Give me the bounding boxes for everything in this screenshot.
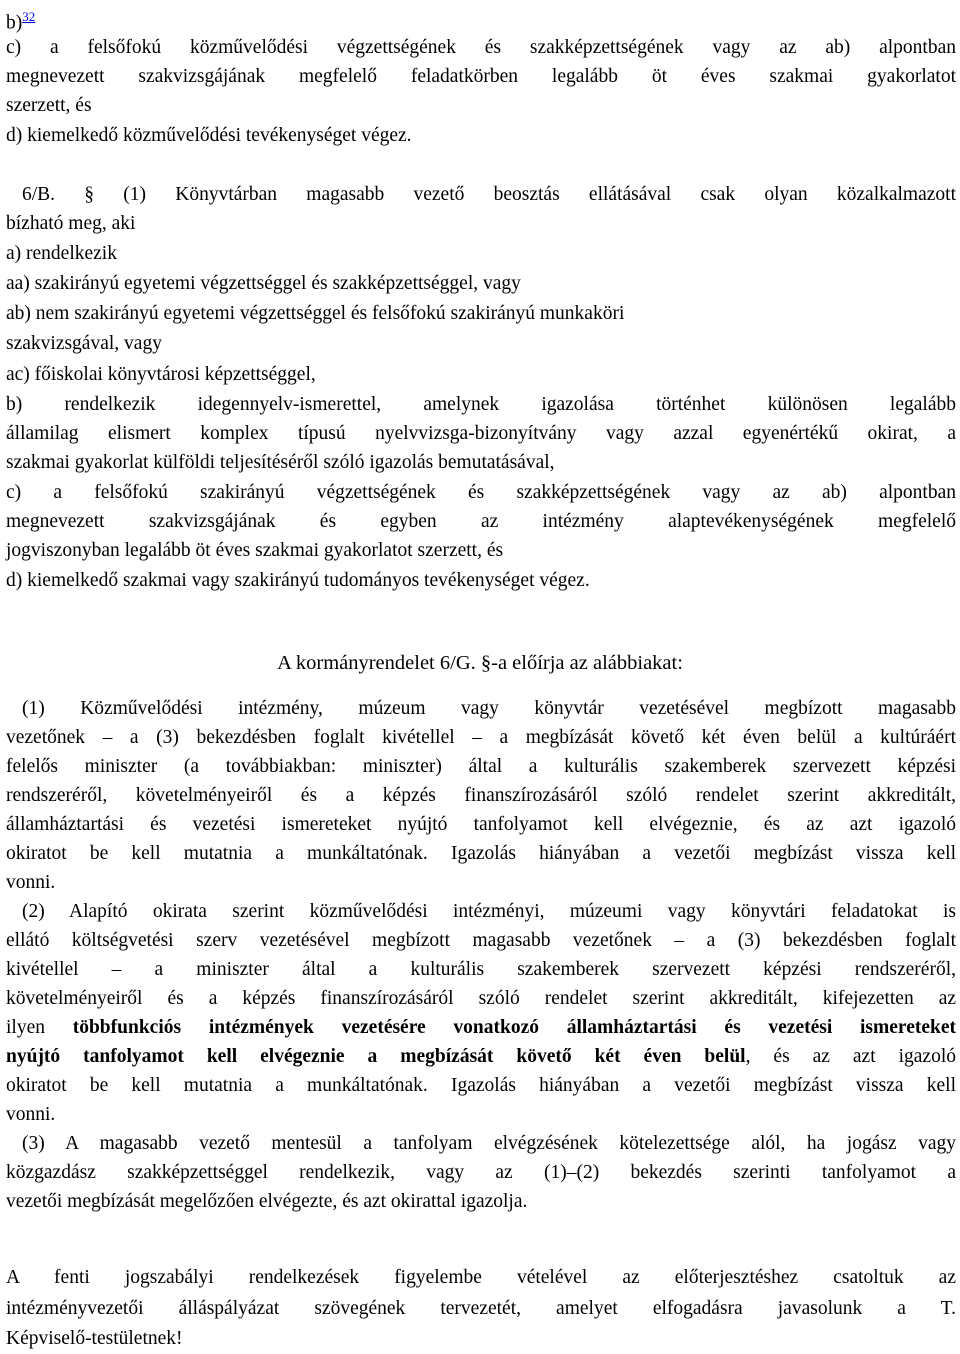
paragraph-1-line: államháztartási és vezetési ismereteket nyújtó tanfolyamot kell elvégeznie, és az azt igazoló	[6, 814, 956, 835]
text-line: megnevezett szakvizsgájának és egyben az intézmény alaptevékenységének megfelelő	[6, 511, 956, 532]
closing-line: A fenti jogszabályi rendelkezések figyelembe vételével az előterjesztéshez csatoltuk az	[6, 1267, 956, 1288]
paragraph-1-line: vonni.	[6, 872, 56, 893]
regulation-heading: A kormányrendelet 6/G. §-a előírja az alábbiakat:	[277, 652, 683, 674]
paragraph-2-line	[6, 1016, 956, 1042]
paragraph-2-line: ellátó költségvetési szerv vezetésével megbízott magasabb vezetőnek – a (3) bekezdésben foglalt	[6, 930, 956, 951]
text-line: szakvizsgával, vagy	[6, 333, 162, 354]
paragraph-1-line: (1) Közművelődési intézmény, múzeum vagy könyvtár vezetésével megbízott magasabb	[22, 698, 956, 719]
bold-text: többfunkciós intézmények vezetésére vonatkozó államháztartási és vezetési ismereteket	[72, 1017, 956, 1038]
paragraph-1-line: vezetőnek – a (3) bekezdésben foglalt kivétellel – a megbízását követő két éven belül a kultúráért	[6, 727, 956, 748]
paragraph-1-line: okiratot be kell mutatnia a munkáltatónak. Igazolás hiányában a vezetői megbízást vissza kell	[6, 843, 956, 864]
paragraph-3-line: (3) A magasabb vezető mentesül a tanfolyam elvégzésének kötelezettsége alól, ha jogász vagy	[22, 1133, 956, 1154]
plain-text: , és az azt igazoló	[745, 1046, 956, 1067]
list-item: d) kiemelkedő szakmai vagy szakirányú tudományos tevékenységet végez.	[6, 570, 590, 591]
section-heading-6b: 6/B. § (1) Könyvtárban magasabb vezető beosztás ellátásával csak olyan közalkalmazott	[22, 184, 956, 205]
paragraph-2-line: követelményeiről és a képzés finanszírozásáról szóló rendelet szerint akkreditált, kifejezetten az	[6, 988, 956, 1009]
list-item: ac) főiskolai könyvtárosi képzettséggel,	[6, 364, 316, 385]
plain-text: ilyen	[6, 1017, 73, 1038]
paragraph-3-line: vezetői megbízását megelőzően elvégezte, és azt okirattal igazolja.	[6, 1191, 528, 1212]
paragraph-2-line: vonni.	[6, 1104, 56, 1125]
text-line: szerzett, és	[6, 95, 92, 116]
text-line: államilag elismert komplex típusú nyelvvizsga-bizonyítvány vagy azzal egyenértékű okirat, a	[6, 423, 956, 444]
paragraph-1-line: rendszeréről, követelményeiről és a képzés finanszírozásáról szóló rendelet szerint akkreditált,	[6, 785, 956, 806]
text-line: c) a felsőfokú közművelődési végzettségének és szakképzettségének vagy az ab) alpontban	[6, 37, 956, 58]
text-line: szakmai gyakorlat külföldi teljesítéséről szóló igazolás bemutatásával,	[6, 452, 555, 473]
paragraph-2-line: okiratot be kell mutatnia a munkáltatónak. Igazolás hiányában a vezetői megbízást vissza kell	[6, 1075, 956, 1096]
text-line: d) kiemelkedő közművelődési tevékenységet végez.	[6, 125, 412, 146]
list-item: aa) szakirányú egyetemi végzettséggel és szakképzettséggel, vagy	[6, 273, 521, 294]
paragraph-1-line: felelős miniszter (a továbbiakban: miniszter) által a kulturális szakemberek szervezett képzési	[6, 756, 956, 777]
item-label: b)	[6, 12, 23, 34]
bold-text: nyújtó tanfolyamot kell elvégeznie a megbízását követő két éven belül	[6, 1046, 746, 1067]
footnote-link[interactable]: 32	[22, 9, 36, 24]
list-item: a) rendelkezik	[6, 243, 117, 264]
footnote-ref[interactable]	[22, 7, 35, 25]
paragraph-3-line: közgazdász szakképzettséggel rendelkezik, vagy az (1)–(2) bekezdés szerinti tanfolyamot a	[6, 1162, 956, 1183]
list-item: ab) nem szakirányú egyetemi végzettséggel és felsőfokú szakirányú munkaköri	[6, 303, 625, 324]
closing-line: Képviselő-testületnek!	[6, 1328, 183, 1349]
list-item: c) a felsőfokú szakirányú végzettségének és szakképzettségének vagy az ab) alpontban	[6, 482, 956, 503]
list-item-b	[6, 4, 956, 34]
paragraph-2-line: (2) Alapító okirata szerint közművelődési intézményi, múzeumi vagy könyvtári feladatokat is	[22, 901, 956, 922]
paragraph-2-line: kivétellel – a miniszter által a kulturális szakemberek szervezett képzési rendszeréről,	[6, 959, 956, 980]
text-line: bízható meg, aki	[6, 213, 136, 234]
list-item: b) rendelkezik idegennyelv-ismerettel, amelynek igazolása történhet különösen legalább	[6, 394, 956, 415]
text-line: megnevezett szakvizsgájának megfelelő feladatkörben legalább öt éves szakmai gyakorlatot	[6, 66, 956, 87]
closing-line: intézményvezetői álláspályázat szövegének tervezetét, amelyet elfogadásra javasolunk a T.	[6, 1298, 956, 1319]
paragraph-2-line	[6, 1045, 956, 1071]
text-line: jogviszonyban legalább öt éves szakmai gyakorlatot szerzett, és	[6, 540, 504, 561]
